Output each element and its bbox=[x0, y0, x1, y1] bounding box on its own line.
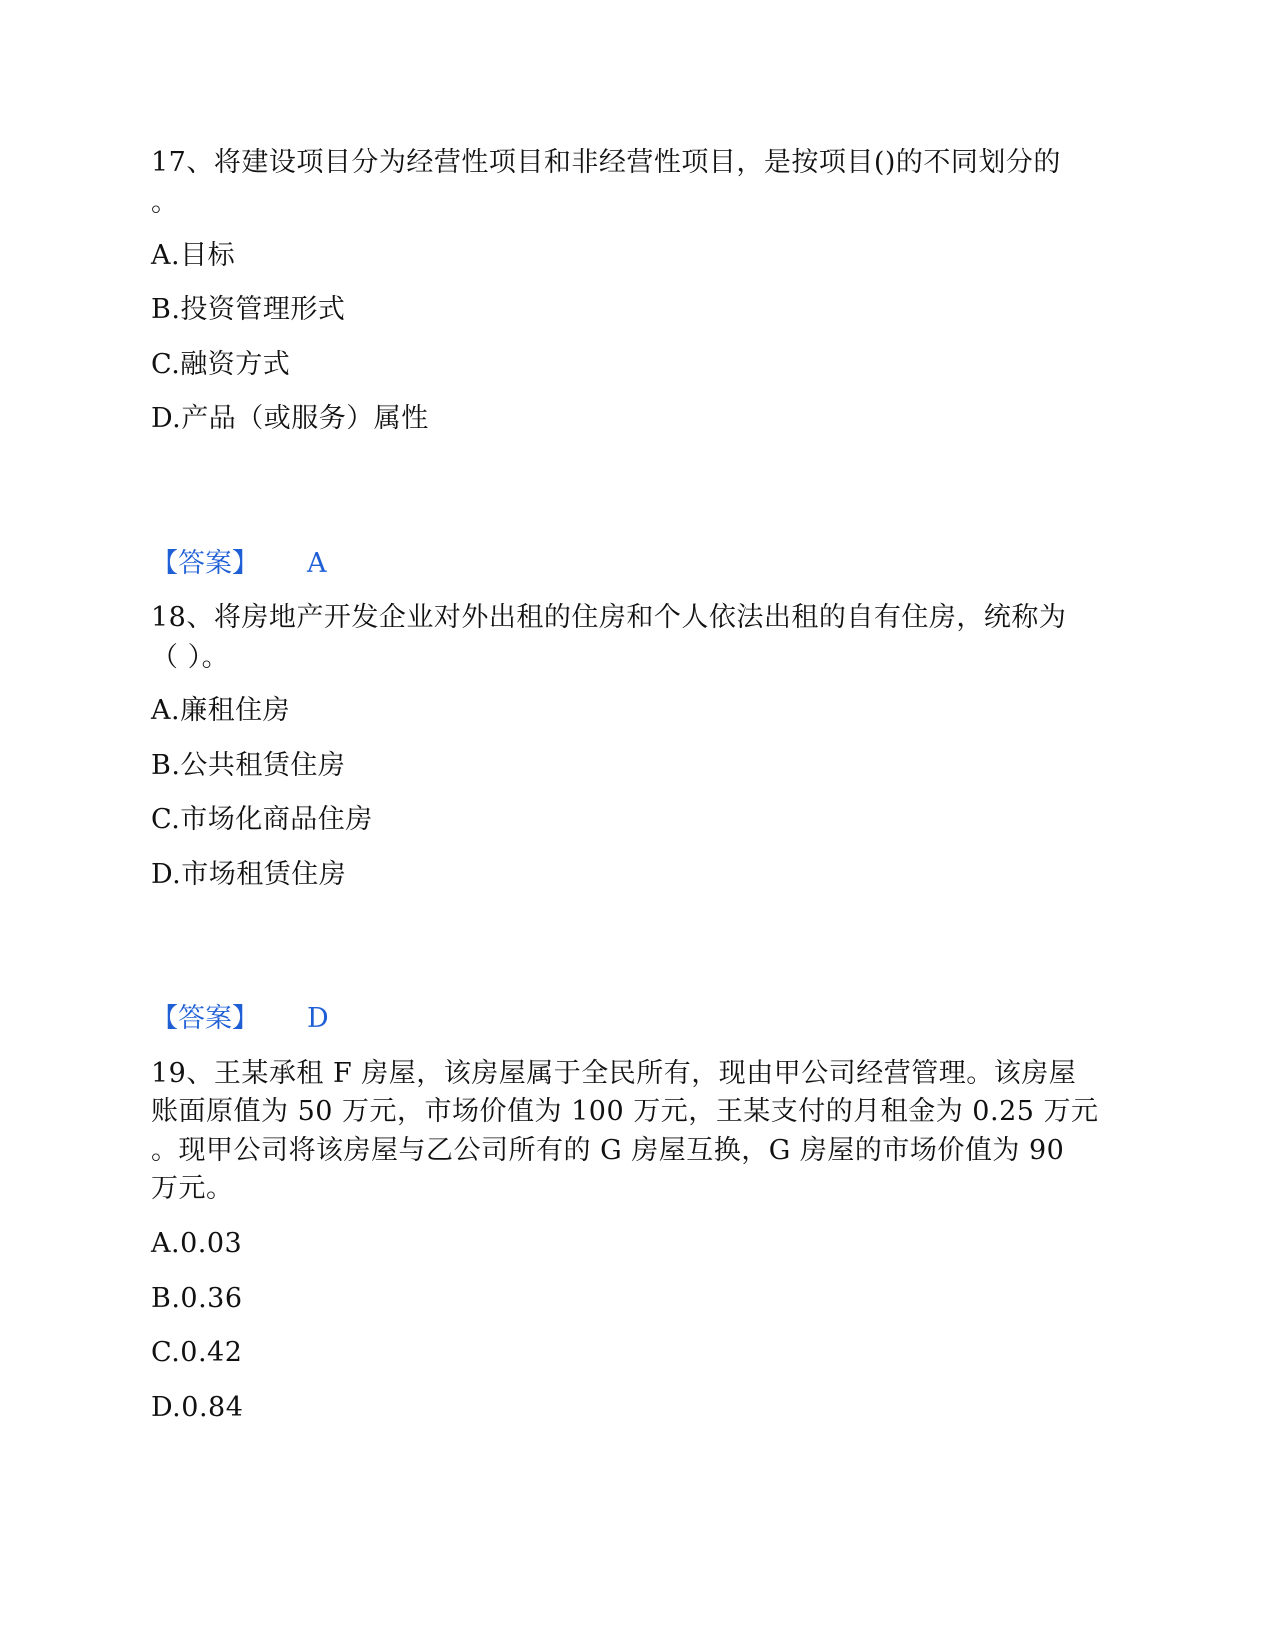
q18-option-a: A.廉租住房 bbox=[151, 695, 291, 726]
q19-stem-line2: 账面原值为 50 万元，市场价值为 100 万元，王某支付的月租金为 0.25 万元 bbox=[151, 1096, 1099, 1127]
q19-option-c: C.0.42 bbox=[151, 1337, 243, 1368]
q19-option-b: B.0.36 bbox=[151, 1283, 243, 1314]
q19-stem-line1: 19、王某承租 F 房屋，该房屋属于全民所有，现由甲公司经营管理。该房屋 bbox=[151, 1058, 1077, 1089]
q19-option-a: A.0.03 bbox=[151, 1228, 243, 1259]
q18-answer-label: 【答案】 bbox=[151, 1003, 259, 1034]
q18-option-c: C.市场化商品住房 bbox=[151, 804, 373, 835]
q18-answer bbox=[151, 1001, 329, 1037]
q18-answer-value: D bbox=[307, 1003, 329, 1034]
q19-stem-line3: 。现甲公司将该房屋与乙公司所有的 G 房屋互换，G 房屋的市场价值为 90 bbox=[151, 1135, 1065, 1166]
q18-option-b: B.公共租赁住房 bbox=[151, 750, 346, 781]
q19-option-d: D.0.84 bbox=[151, 1392, 244, 1423]
q18-option-d: D.市场租赁住房 bbox=[151, 859, 347, 890]
q18-stem-line1: 18、将房地产开发企业对外出租的住房和个人依法出租的自有住房，统称为 bbox=[151, 602, 1067, 633]
q17-option-c: C.融资方式 bbox=[151, 349, 291, 380]
q17-option-b: B.投资管理形式 bbox=[151, 294, 346, 325]
q17-answer-value: A bbox=[307, 548, 327, 579]
q17-answer-label: 【答案】 bbox=[151, 548, 259, 579]
q18-stem-line2: （ ）。 bbox=[151, 642, 230, 673]
q17-option-a: A.目标 bbox=[151, 240, 236, 271]
q19-stem-line4: 万元。 bbox=[151, 1173, 234, 1204]
q17-option-d: D.产品（或服务）属性 bbox=[151, 403, 429, 434]
q17-stem-line2: 。 bbox=[151, 187, 179, 218]
q17-stem-line1: 17、将建设项目分为经营性项目和非经营性项目，是按项目()的不同划分的 bbox=[151, 147, 1061, 178]
q17-answer bbox=[151, 546, 327, 582]
